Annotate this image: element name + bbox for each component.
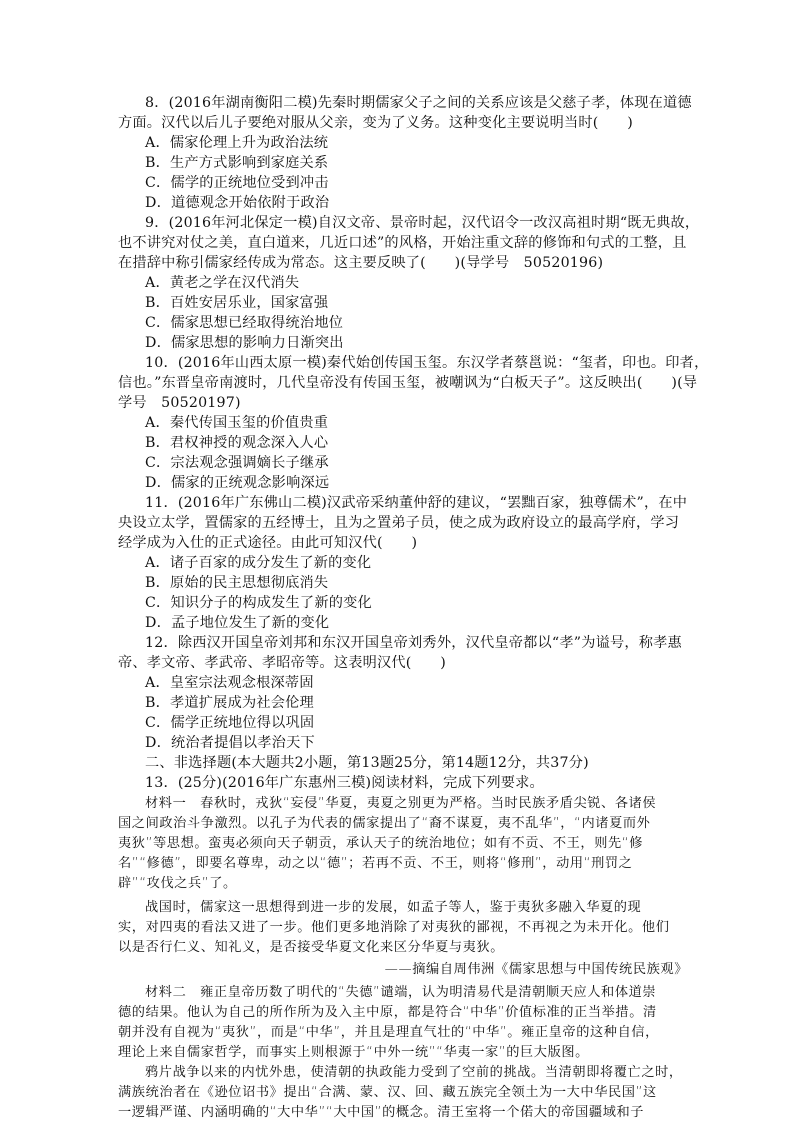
q11-stem-line-1: 11．(2016年广东佛山二模)汉武帝采纳董仲舒的建议，“罢黜百家，独尊儒术”，在中	[145, 495, 688, 511]
q10-stem-line-1: 10．(2016年山西太原一模)秦代始创传国玉玺。东汉学者蔡邕说：“玺者，印也。印者，	[145, 355, 709, 371]
q9-option-c: C．儒家思想已经取得统治地位	[145, 315, 344, 331]
q12-option-d: D．统治者提倡以孝治天下	[145, 735, 315, 751]
q10-option-d: D．儒家的正统观念影响深远	[145, 475, 330, 491]
q8-option-c: C．儒学的正统地位受到冲击	[145, 175, 329, 191]
q9-option-d: D．儒家思想的影响力日渐突出	[145, 335, 344, 351]
q13-material-2-line: 理论上来自儒家哲学，而事实上则根源于“中外一统”“华夷一家”的巨大版图。	[118, 1045, 589, 1060]
q13-material-2-line: 德的结果。他认为自己的所作所为及入主中原，都是符合“中华”价值标准的正当举措。清	[118, 1005, 657, 1020]
q12-option-c: C．儒学正统地位得以巩固	[145, 715, 315, 731]
q8-option-b: B．生产方式影响到家庭关系	[145, 155, 329, 171]
q10-option-a: A．秦代传国玉玺的价值贵重	[145, 415, 329, 431]
q13-material-1b-line: 实，对四夷的看法又进了一步。他们更多地消除了对夷狄的鄙视，不再视之为未开化。他们	[118, 920, 670, 935]
q13-material-2b-line: 满族统治者在《逊位诏书》提出“合满、蒙、汉、回、藏五族完全领土为一大中华民国”这	[118, 1085, 657, 1100]
q13-stem: 13．(25分)(2016年广东惠州三模)阅读材料，完成下列要求。	[145, 775, 544, 791]
q11-stem-line-2: 央设立太学，置儒家的五经博士，且为之置弟子员，使之成为政府设立的最高学府，学习	[118, 515, 680, 531]
q10-stem-line-3: 学号 50520197)	[118, 395, 241, 411]
q9-option-a: A．黄老之学在汉代消失	[145, 275, 300, 291]
q9-option-b: B．百姓安居乐业，国家富强	[145, 295, 329, 311]
q9-stem-line-2: 也不讲究对仗之美，直白道来，几近口述”的风格，开始注重文辞的修饰和句式的工整，且	[118, 235, 687, 251]
q10-option-c: C．宗法观念强调嫡长子继承	[145, 455, 329, 471]
q13-material-1-line: 辟”“攻伐之兵”了。	[118, 876, 237, 891]
q13-material-1-line: 国之间政治斗争激烈。以孔子为代表的儒家提出了“裔不谋夏，夷不乱华”，“内诸夏而外	[118, 816, 651, 831]
section-2-heading: 二、非选择题(本大题共2小题，第13题25分，第14题12分，共37分)	[145, 755, 589, 771]
q13-material-1b-line: 以是否行仁义、知礼义，是否接受华夏文化来区分华夏与夷狄。	[118, 940, 505, 955]
q10-stem-line-2: 信也。”东晋皇帝南渡时，几代皇帝没有传国玉玺，被嘲讽为“白板天子”。这反映出( )(导	[118, 375, 698, 391]
q8-option-d: D．道德观念开始依附于政治	[145, 195, 330, 211]
q13-material-2-line: 朝并没有自视为“夷狄”，而是“中华”，并且是理直气壮的“中华”。雍正皇帝的这种自信，	[118, 1025, 659, 1040]
q13-material-2b-line: 一逻辑严谨、内涵明确的“大中华”“大中国”的概念。清王室将一个偌大的帝国疆域和子	[118, 1105, 645, 1120]
q13-material-2b-line: 鸦片战争以来的内忧外患，使清朝的执政能力受到了空前的挑战。当清朝即将覆亡之时，	[145, 1065, 683, 1080]
q13-material-1-line: 材料一 春秋时，戎狄“妄侵”华夏，夷夏之别更为严格。当时民族矛盾尖锐、各诸侯	[145, 796, 657, 811]
q12-stem-line-1: 12．除西汉开国皇帝刘邦和东汉开国皇帝刘秀外，汉代皇帝都以“孝”为谥号，称孝惠	[145, 635, 682, 651]
q13-material-1b-line: 战国时，儒家这一思想得到进一步的发展，如孟子等人，鉴于夷狄多融入华夏的现	[145, 900, 642, 915]
q12-stem-line-2: 帝、孝文帝、孝武帝、孝昭帝等。这表明汉代( )	[118, 655, 446, 671]
q13-material-1-line: 夷狄”等思想。蛮夷必须向天子朝贡，承认天子的统治地位；如有不贡、不王，则先“修	[118, 836, 643, 851]
q10-option-b: B．君权神授的观念深入人心	[145, 435, 329, 451]
q11-option-b: B．原始的民主思想彻底消失	[145, 575, 329, 591]
q9-stem-line-3: 在措辞中称引儒家经传成为常态。这主要反映了( )(导学号 50520196)	[118, 255, 604, 271]
q8-option-a: A．儒家伦理上升为政治法统	[145, 135, 329, 151]
q11-option-a: A．诸子百家的成分发生了新的变化	[145, 555, 372, 571]
q13-material-1-source: ——摘编自周伟洲《儒家思想与中国传统民族观》	[384, 962, 688, 977]
q12-option-a: A．皇室宗法观念根深蒂固	[145, 675, 314, 691]
q8-stem-line-1: 8．(2016年湖南衡阳二模)先秦时期儒家父子之间的关系应该是父慈子孝，体现在道德	[145, 95, 692, 111]
q13-material-2-line: 材料二 雍正皇帝历数了明代的“失德”谴端，认为明清易代是清朝顺天应人和体道崇	[145, 985, 657, 1000]
q8-stem-line-2: 方面。汉代以后儿子要绝对服从父亲，变为了义务。这种变化主要说明当时( )	[118, 115, 634, 131]
q9-stem-line-1: 9．(2016年河北保定一模)自汉文帝、景帝时起，汉代诏令一改汉高祖时期“既无典故，	[145, 215, 700, 231]
q11-stem-line-3: 经学成为入仕的正式途径。由此可知汉代( )	[118, 535, 418, 551]
q13-material-1-line: 名”“修德”，即要名尊卑，动之以“德”；若再不贡、不王，则将“修刑”，动用“刑罚之	[118, 856, 633, 871]
q11-option-d: D．孟子地位发生了新的变化	[145, 615, 330, 631]
q11-option-c: C．知识分子的构成发生了新的变化	[145, 595, 372, 611]
q12-option-b: B．孝道扩展成为社会伦理	[145, 695, 314, 711]
